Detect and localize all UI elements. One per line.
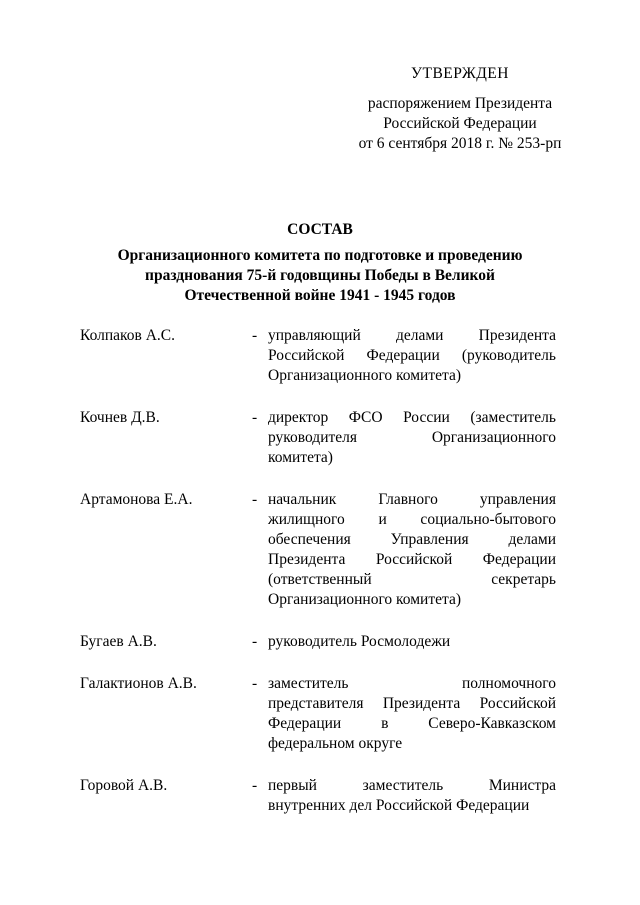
member-role bbox=[268, 408, 556, 468]
member-name: Горовой А.В. bbox=[80, 777, 168, 794]
member-name: Колпаков А.С. bbox=[80, 327, 175, 344]
member-role bbox=[268, 776, 556, 816]
approval-line: от 6 сентября 2018 г. № 253-рп bbox=[358, 135, 562, 152]
member-role-line: первый заместитель Министра bbox=[268, 777, 556, 794]
member-entry bbox=[0, 674, 640, 754]
member-dash: - bbox=[252, 491, 258, 508]
member-role-line: комитета) bbox=[268, 449, 333, 466]
member-name: Бугаев А.В. bbox=[80, 633, 157, 650]
member-name: Кочнев Д.В. bbox=[80, 409, 160, 426]
member-role-line: Российской Федерации (руководитель bbox=[268, 347, 556, 364]
document-heading bbox=[60, 220, 580, 306]
member-role-line: обеспечения Управления делами bbox=[268, 531, 556, 548]
member-role-line: внутренних дел Российской Федерации bbox=[268, 797, 530, 814]
approval-line: распоряжением Президента bbox=[367, 95, 553, 112]
member-role bbox=[268, 326, 556, 386]
approval-title: УТВЕРЖДЕН bbox=[411, 65, 509, 82]
member-role-line: федеральном округе bbox=[268, 735, 403, 752]
member-role-line: заместитель полномочного bbox=[268, 675, 556, 692]
member-role bbox=[268, 490, 556, 610]
member-role bbox=[268, 632, 556, 652]
member-role-line: руководителя Организационного bbox=[268, 429, 556, 446]
document-subtitle-line: празднования 75-й годовщины Победы в Великой bbox=[145, 267, 495, 284]
document-title: СОСТАВ bbox=[287, 221, 353, 238]
document-subtitle-line: Организационного комитета по подготовке и проведению bbox=[117, 247, 523, 264]
member-dash: - bbox=[252, 327, 258, 344]
member-name: Артамонова Е.А. bbox=[80, 491, 193, 508]
member-role-line: Организационного комитета) bbox=[268, 591, 462, 608]
member-dash: - bbox=[252, 409, 258, 426]
member-role-line: представителя Президента Российской bbox=[268, 695, 556, 712]
member-role-line: директор ФСО России (заместитель bbox=[268, 409, 556, 426]
member-list bbox=[0, 326, 640, 838]
member-role-line: управляющий делами Президента bbox=[268, 327, 556, 344]
approval-block bbox=[330, 64, 590, 154]
member-role-line: Федерации в Северо-Кавказском bbox=[268, 715, 556, 732]
member-name: Галактионов А.В. bbox=[80, 675, 197, 692]
member-role-line: начальник Главного управления bbox=[268, 491, 556, 508]
member-role-line: Организационного комитета) bbox=[268, 367, 462, 384]
member-entry bbox=[0, 490, 640, 610]
member-entry bbox=[0, 326, 640, 386]
member-entry bbox=[0, 408, 640, 468]
document-subtitle-line: Отечественной войне 1941 - 1945 годов bbox=[184, 287, 456, 304]
member-entry bbox=[0, 776, 640, 816]
member-role-line: Президента Российской Федерации bbox=[268, 551, 556, 568]
member-role-line: руководитель Росмолодежи bbox=[268, 633, 451, 650]
member-role-line: (ответственный секретарь bbox=[268, 571, 556, 588]
member-role-line: жилищного и социально-бытового bbox=[268, 511, 556, 528]
member-entry bbox=[0, 632, 640, 652]
member-dash: - bbox=[252, 675, 258, 692]
member-role bbox=[268, 674, 556, 754]
member-dash: - bbox=[252, 777, 258, 794]
member-dash: - bbox=[252, 633, 258, 650]
approval-line: Российской Федерации bbox=[383, 115, 537, 132]
